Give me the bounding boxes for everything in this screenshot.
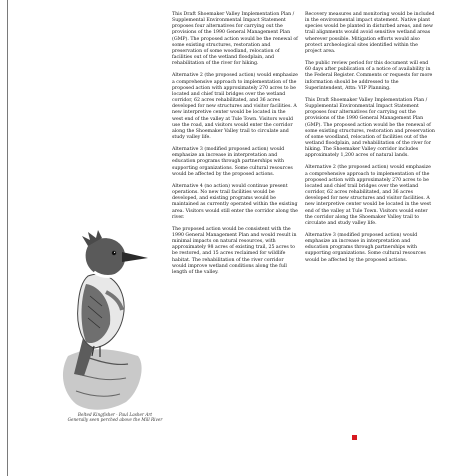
paragraph: The public review period for this document will end 60 days after publication of a notice of availability in the Federal Register. Comments or requests for more information should be addressed to the Superintendent, Attn: VIP Planning. bbox=[305, 61, 433, 91]
paragraph: This Draft Shoemaker Valley Implementation Plan / Supplemental Environmental Impact Statement proposes four alternatives for carrying out the provisions of the 1990 General Management Plan (GMP). The proposed action would be the renewal of some existing structures, restoration and preservation of some woodland, relocation of facilities out of the wetland floodplain, and rehabilitation of the river for hiking. bbox=[172, 12, 298, 67]
illustration-caption bbox=[60, 412, 170, 422]
end-of-section-mark bbox=[352, 435, 357, 440]
paragraph: Recovery measures and monitoring would be included in the environmental impact statement. Native plant species would be planted in disturbed areas, and new trail alignments would avoid sensitive wetland areas wherever possible. Mitigation efforts would also protect archeological sites identified within the project area. bbox=[305, 12, 435, 54]
paragraph: Alternative 2 (the proposed action) would emphasize a comprehensive approach to implementation of the proposed action with approximately 270 acres to be located and chief trail bridges over the wetland corridor, 62 acres rehabilitated, and 36 acres developed for new structures and visitor facilities. A new interpretive center would be located in the west end of the valley at Tule Town. Visitors would use the road, and visitors would enter the corridor along the Shoemaker Valley trail to circulate and study valley life. bbox=[172, 73, 298, 140]
caption-line-2: Generally seen perched above the Mill River bbox=[67, 417, 163, 422]
text-column-right bbox=[305, 12, 435, 270]
text-column-left bbox=[172, 12, 298, 282]
paragraph: The proposed action would be consistent with the 1990 General Management Plan and would result in minimal impacts on natural resources, with approximately 98 acres of existing trail, 25 acres to be restored, and 15 acres reclaimed for wildlife habitat. The rehabilitation of the river corridor would improve wetland conditions along the full length of the valley. bbox=[172, 226, 297, 275]
margin-rule bbox=[7, 0, 8, 476]
paragraph: This Draft Shoemaker Valley Implementation Plan / Supplemental Environmental Impact Statement proposes four alternatives for carrying out the provisions of the 1990 General Management Plan (GMP). The proposed action would be the renewal of some existing structures, restoration and preservation of some woodland, relocation of facilities out of the wetland floodplain, and rehabilitation of the river for hiking. The Shoemaker Valley corridor includes approximately 1,200 acres of natural lands. bbox=[305, 97, 435, 159]
paragraph: Alternative 4 (no action) would continue present operations. No new trail facilities would be developed, and existing programs would be maintained as currently operated within the existing area. Visitors would still enter the corridor along the river. bbox=[172, 183, 298, 220]
paragraph: Alternative 2 (the proposed action) would emphasize a comprehensive approach to implementation of the proposed action with approximately 270 acres to be located and chief trail bridges over the wetland corridor, 62 acres rehabilitated, and 36 acres developed for new structures and visitor facilities. A new interpretive center would be located in the west end of the valley at Tule Town. Visitors would enter the corridor along the Shoemaker Valley trail to circulate and study valley life. bbox=[305, 165, 432, 226]
paragraph: Alternative 3 (modified proposed action) would emphasize an increase in interpretation and education programs through partnerships with supporting organizations. Some cultural resources would be affected by the proposed actions. bbox=[172, 147, 293, 177]
kingfisher-illustration bbox=[28, 206, 158, 421]
paragraph: Alternative 3 (modified proposed action) would emphasize an increase in interpretation and education programs through partnerships with supporting organizations. Some cultural resources would be affected by the proposed actions. bbox=[305, 233, 426, 263]
caption-line-1: Belted Kingfisher · Paul Lasher Art bbox=[77, 412, 153, 417]
